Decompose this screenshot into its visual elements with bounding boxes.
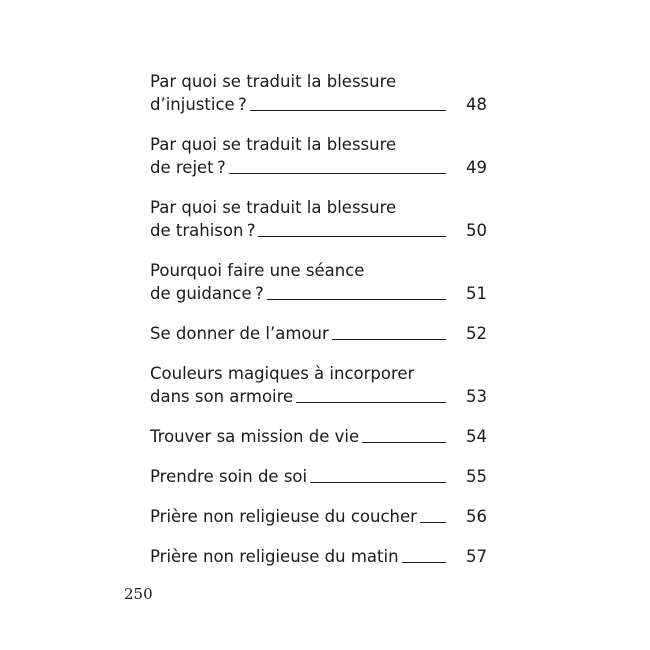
- dot-leader: [229, 173, 446, 174]
- dot-leader: [362, 442, 446, 443]
- toc-entry-title-line: Pourquoi faire une séance: [150, 261, 365, 280]
- toc-page-number: 51: [466, 284, 487, 303]
- dot-leader: [420, 522, 446, 523]
- toc-entry-title-line: de rejet ?: [150, 158, 226, 177]
- toc-page-number: 57: [466, 547, 487, 566]
- dot-leader: [402, 562, 446, 563]
- toc-entry-title-line: dans son armoire: [150, 387, 294, 406]
- toc-entry-title-line: d’injustice ?: [150, 95, 247, 114]
- dot-leader: [310, 482, 446, 483]
- toc-entry[interactable]: [150, 465, 486, 488]
- dot-leader: [250, 110, 446, 111]
- toc-entry[interactable]: [150, 259, 486, 305]
- toc-entry-title-line: Prendre soin de soi: [150, 467, 308, 486]
- dot-leader: [267, 299, 446, 300]
- toc-entry[interactable]: [150, 505, 486, 528]
- toc-entry-title-line: Se donner de l’amour: [150, 324, 329, 343]
- toc-page-number: 48: [466, 95, 487, 114]
- toc-entry-title-line: Par quoi se traduit la blessure: [150, 198, 397, 217]
- table-of-contents: [150, 70, 486, 585]
- dot-leader: [258, 236, 446, 237]
- toc-entry[interactable]: [150, 362, 486, 408]
- toc-page-number: 49: [466, 158, 487, 177]
- toc-entry-title-line: de guidance ?: [150, 284, 264, 303]
- toc-entry-title-line: Prière non religieuse du matin: [150, 547, 399, 566]
- toc-entry[interactable]: [150, 425, 486, 448]
- dot-leader: [296, 402, 446, 403]
- toc-entry-title-line: Trouver sa mission de vie: [150, 427, 360, 446]
- toc-entry[interactable]: [150, 70, 486, 116]
- dot-leader: [332, 339, 446, 340]
- toc-entry[interactable]: [150, 545, 486, 568]
- toc-entry-title-line: Par quoi se traduit la blessure: [150, 72, 397, 91]
- toc-entry[interactable]: [150, 196, 486, 242]
- page-folio-number: 250: [124, 585, 153, 603]
- toc-entry-title-line: Par quoi se traduit la blessure: [150, 135, 397, 154]
- toc-entry[interactable]: [150, 133, 486, 179]
- toc-page-number: 53: [466, 387, 487, 406]
- toc-page-number: 52: [466, 324, 487, 343]
- toc-page-number: 50: [466, 221, 487, 240]
- toc-entry-title-line: Prière non religieuse du coucher: [150, 507, 417, 526]
- toc-page-number: 56: [466, 507, 487, 526]
- toc-entry-title-line: Couleurs magiques à incorporer: [150, 364, 415, 383]
- toc-entry-title-line: de trahison ?: [150, 221, 256, 240]
- toc-page-number: 55: [466, 467, 487, 486]
- toc-page-number: 54: [466, 427, 487, 446]
- toc-entry[interactable]: [150, 322, 486, 345]
